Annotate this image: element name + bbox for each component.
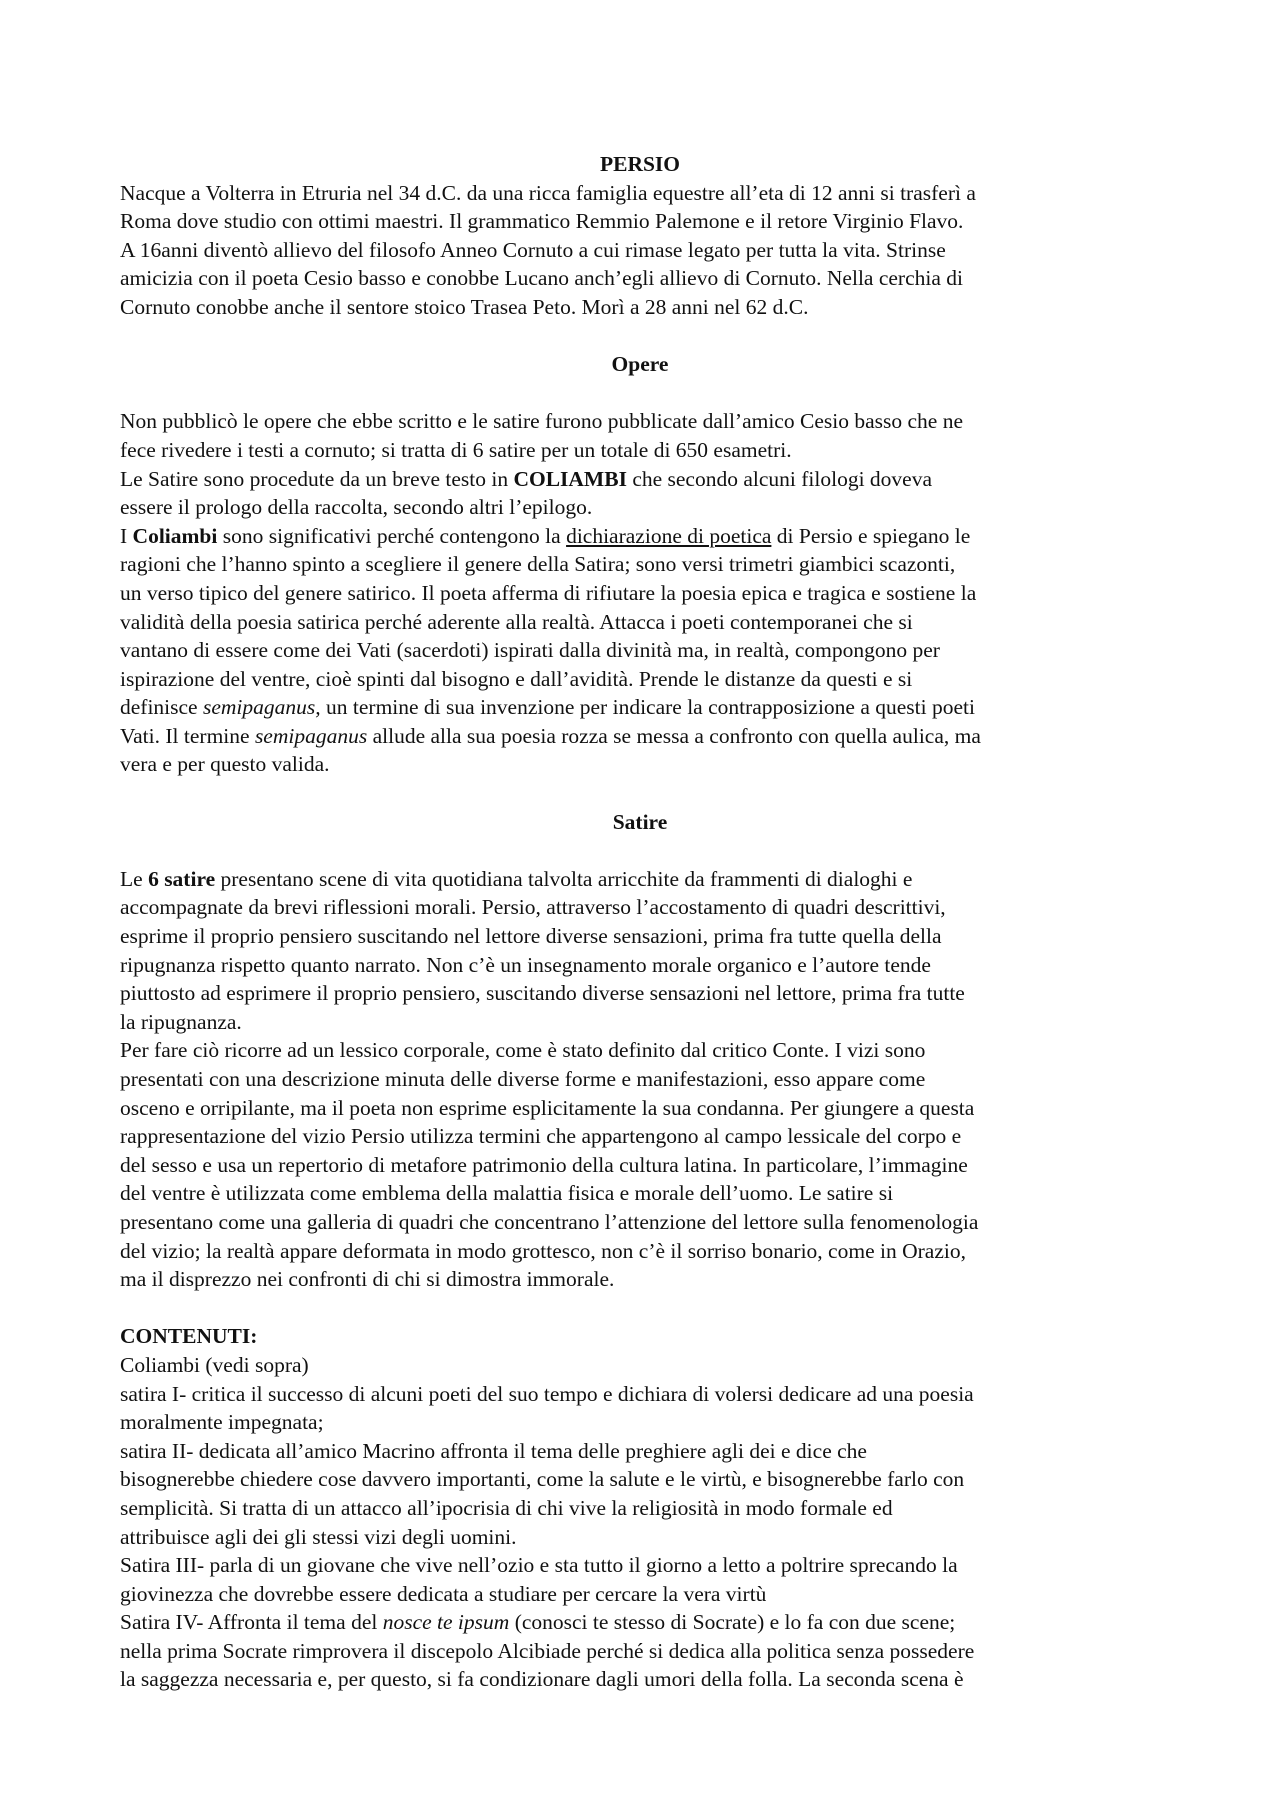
- section-heading-satire: Satire: [612, 809, 668, 834]
- text-line: Nacque a Volterra in Etruria nel 34 d.C. da una ricca famiglia equestre all’eta di 12 anni si trasferì a: [120, 180, 976, 205]
- text-line: ripugnanza rispetto quanto narrato. Non c’è un insegnamento morale organico e l’autore tende: [120, 952, 931, 977]
- spacer: [120, 379, 1160, 408]
- opere-paragraph-3: [120, 522, 1160, 779]
- text-line: Cornuto conobbe anche il sentore stoico Trasea Peto. Morì a 28 anni nel 62 d.C.: [120, 294, 809, 319]
- text-run: Le: [120, 866, 149, 891]
- text-line: del vizio; la realtà appare deformata in modo grottesco, non c’è il sorriso bonario, come in Orazio,: [120, 1238, 966, 1263]
- contenuti-section: [120, 1322, 1160, 1694]
- text-line: satira I- critica il successo di alcuni poeti del suo tempo e dichiara di volersi dedicare ad una poesia: [120, 1381, 974, 1406]
- text-line: Coliambi (vedi sopra): [120, 1352, 309, 1377]
- bold-term: COLIAMBI: [513, 466, 627, 491]
- bold-term: Coliambi: [132, 523, 218, 548]
- italic-term: semipaganus,: [202, 695, 321, 720]
- text-line: [120, 865, 1160, 894]
- text-line: accompagnate da brevi riflessioni morali. Persio, attraverso l’accostamento di quadri descrittivi,: [120, 895, 946, 920]
- text-line: A 16anni diventò allievo del filosofo Anneo Cornuto a cui rimase legato per tutta la vita. Strinse: [120, 237, 946, 262]
- text-line: fece rivedere i testi a cornuto; si tratta di 6 satire per un totale di 650 esametri.: [120, 437, 792, 462]
- underlined-term: dichiarazione di poetica: [566, 523, 772, 548]
- section-heading-contenuti: CONTENUTI:: [120, 1324, 258, 1349]
- document-body: [120, 150, 1160, 1694]
- text-line: nella prima Socrate rimprovera il discepolo Alcibiade perché si dedica alla politica senza possedere: [120, 1638, 975, 1663]
- opere-paragraph-1: [120, 407, 1160, 464]
- text-line: satira II- dedicata all’amico Macrino affronta il tema delle preghiere agli dei e dice che: [120, 1438, 867, 1463]
- text-line: vantano di essere come dei Vati (sacerdoti) ispirati dalla divinità ma, in realtà, compongono per: [120, 638, 940, 663]
- spacer: [120, 322, 1160, 351]
- text-line: attribuisce agli dei gli stessi vizi degli uomini.: [120, 1524, 517, 1549]
- text-line: rappresentazione del vizio Persio utilizza termini che appartengono al campo lessicale del corpo e: [120, 1124, 962, 1149]
- section-heading-opere: Opere: [611, 352, 669, 377]
- text-line: un verso tipico del genere satirico. Il poeta afferma di rifiutare la poesia epica e tragica e sostiene la: [120, 580, 977, 605]
- text-run: Satira IV- Affronta il tema del: [120, 1610, 383, 1635]
- text-line: [120, 465, 1160, 494]
- spacer: [120, 1294, 1160, 1323]
- text-line: moralmente impegnata;: [120, 1410, 324, 1435]
- document-title: PERSIO: [599, 152, 681, 176]
- text-line: piuttosto ad esprimere il proprio pensiero, suscitando diverse sensazioni nel lettore, prima fra tutte: [120, 981, 965, 1006]
- text-line: giovinezza che dovrebbe essere dedicata a studiare per cercare la vera virtù: [120, 1581, 767, 1606]
- spacer: [120, 779, 1160, 808]
- text-line: validità della poesia satirica perché aderente alla realtà. Attacca i poeti contemporanei che si: [120, 609, 913, 634]
- text-line: la ripugnanza.: [120, 1009, 242, 1034]
- text-run: presentano scene di vita quotidiana talvolta arricchite da frammenti di dialoghi e: [215, 866, 913, 891]
- text-line: la saggezza necessaria e, per questo, si fa condizionare dagli umori della folla. La seconda scena è: [120, 1667, 964, 1692]
- text-line: ragioni che l’hanno spinto a scegliere il genere della Satira; sono versi trimetri giambici scazonti,: [120, 552, 956, 577]
- text-line: Non pubblicò le opere che ebbe scritto e le satire furono pubblicate dall’amico Cesio basso che ne: [120, 409, 963, 434]
- text-line: [120, 693, 1160, 722]
- text-run: Le Satire sono procedute da un breve testo in: [120, 466, 514, 491]
- opere-paragraph-2: [120, 465, 1160, 522]
- satire-paragraph-1: [120, 865, 1160, 1037]
- text-run: allude alla sua poesia rozza se messa a confronto con quella aulica, ma: [367, 723, 981, 748]
- text-run: di Persio e spiegano le: [771, 523, 971, 548]
- text-run: (conosci te stesso di Socrate) e lo fa con due scene;: [509, 1610, 956, 1635]
- bio-paragraph: [120, 179, 1160, 322]
- text-line: presentano come una galleria di quadri che concentrano l’attenzione del lettore sulla fenomenologia: [120, 1209, 979, 1234]
- text-line: [120, 522, 1160, 551]
- text-line: del ventre è utilizzata come emblema della malattia fisica e morale dell’uomo. Le satire si: [120, 1181, 894, 1206]
- text-line: amicizia con il poeta Cesio basso e conobbe Lucano anch’egli allievo di Cornuto. Nella cerchia di: [120, 266, 963, 291]
- text-line: essere il prologo della raccolta, secondo altri l’epilogo.: [120, 495, 593, 520]
- text-line: semplicità. Si tratta di un attacco all’ipocrisia di chi vive la religiosità in modo formale ed: [120, 1495, 893, 1520]
- text-run: I: [120, 523, 133, 548]
- text-line: [120, 1608, 1160, 1637]
- text-line: del sesso e usa un repertorio di metafore patrimonio della cultura latina. In particolare, l’immagine: [120, 1152, 968, 1177]
- text-line: esprime il proprio pensiero suscitando nel lettore diverse sensazioni, prima fra tutte quella della: [120, 924, 942, 949]
- text-line: Satira III- parla di un giovane che vive nell’ozio e sta tutto il giorno a letto a poltrire sprecando la: [120, 1553, 958, 1578]
- bold-term: 6 satire: [148, 866, 216, 891]
- italic-term: semipaganus: [254, 723, 368, 748]
- text-line: ispirazione del ventre, cioè spinti dal bisogno e dall’avidità. Prende le distanze da questi e si: [120, 666, 913, 691]
- text-line: bisognerebbe chiedere cose davvero importanti, come la salute e le virtù, e bisognerebbe farlo con: [120, 1467, 965, 1492]
- text-run: sono significativi perché contengono la: [217, 523, 567, 548]
- text-line: [120, 722, 1160, 751]
- text-line: osceno e orripilante, ma il poeta non esprime esplicitamente la sua condanna. Per giungere a questa: [120, 1095, 975, 1120]
- text-run: Vati. Il termine: [120, 723, 255, 748]
- text-line: vera e per questo valida.: [120, 752, 330, 777]
- text-line: Per fare ciò ricorre ad un lessico corporale, come è stato definito dal critico Conte. I vizi sono: [120, 1038, 926, 1063]
- text-line: presentati con una descrizione minuta delle diverse forme e manifestazioni, esso appare come: [120, 1067, 926, 1091]
- text-line: ma il disprezzo nei confronti di chi si dimostra immorale.: [120, 1267, 615, 1292]
- text-line: Roma dove studio con ottimi maestri. Il grammatico Remmio Palemone e il retore Virginio Flavo.: [120, 209, 964, 234]
- spacer: [120, 836, 1160, 865]
- text-run: che secondo alcuni filologi doveva: [626, 466, 933, 491]
- italic-term: nosce te ipsum: [382, 1610, 510, 1635]
- satire-paragraph-2: [120, 1036, 1160, 1293]
- text-run: definisce: [120, 695, 203, 720]
- text-run: un termine di sua invenzione per indicare la contrapposizione a questi poeti: [320, 695, 975, 720]
